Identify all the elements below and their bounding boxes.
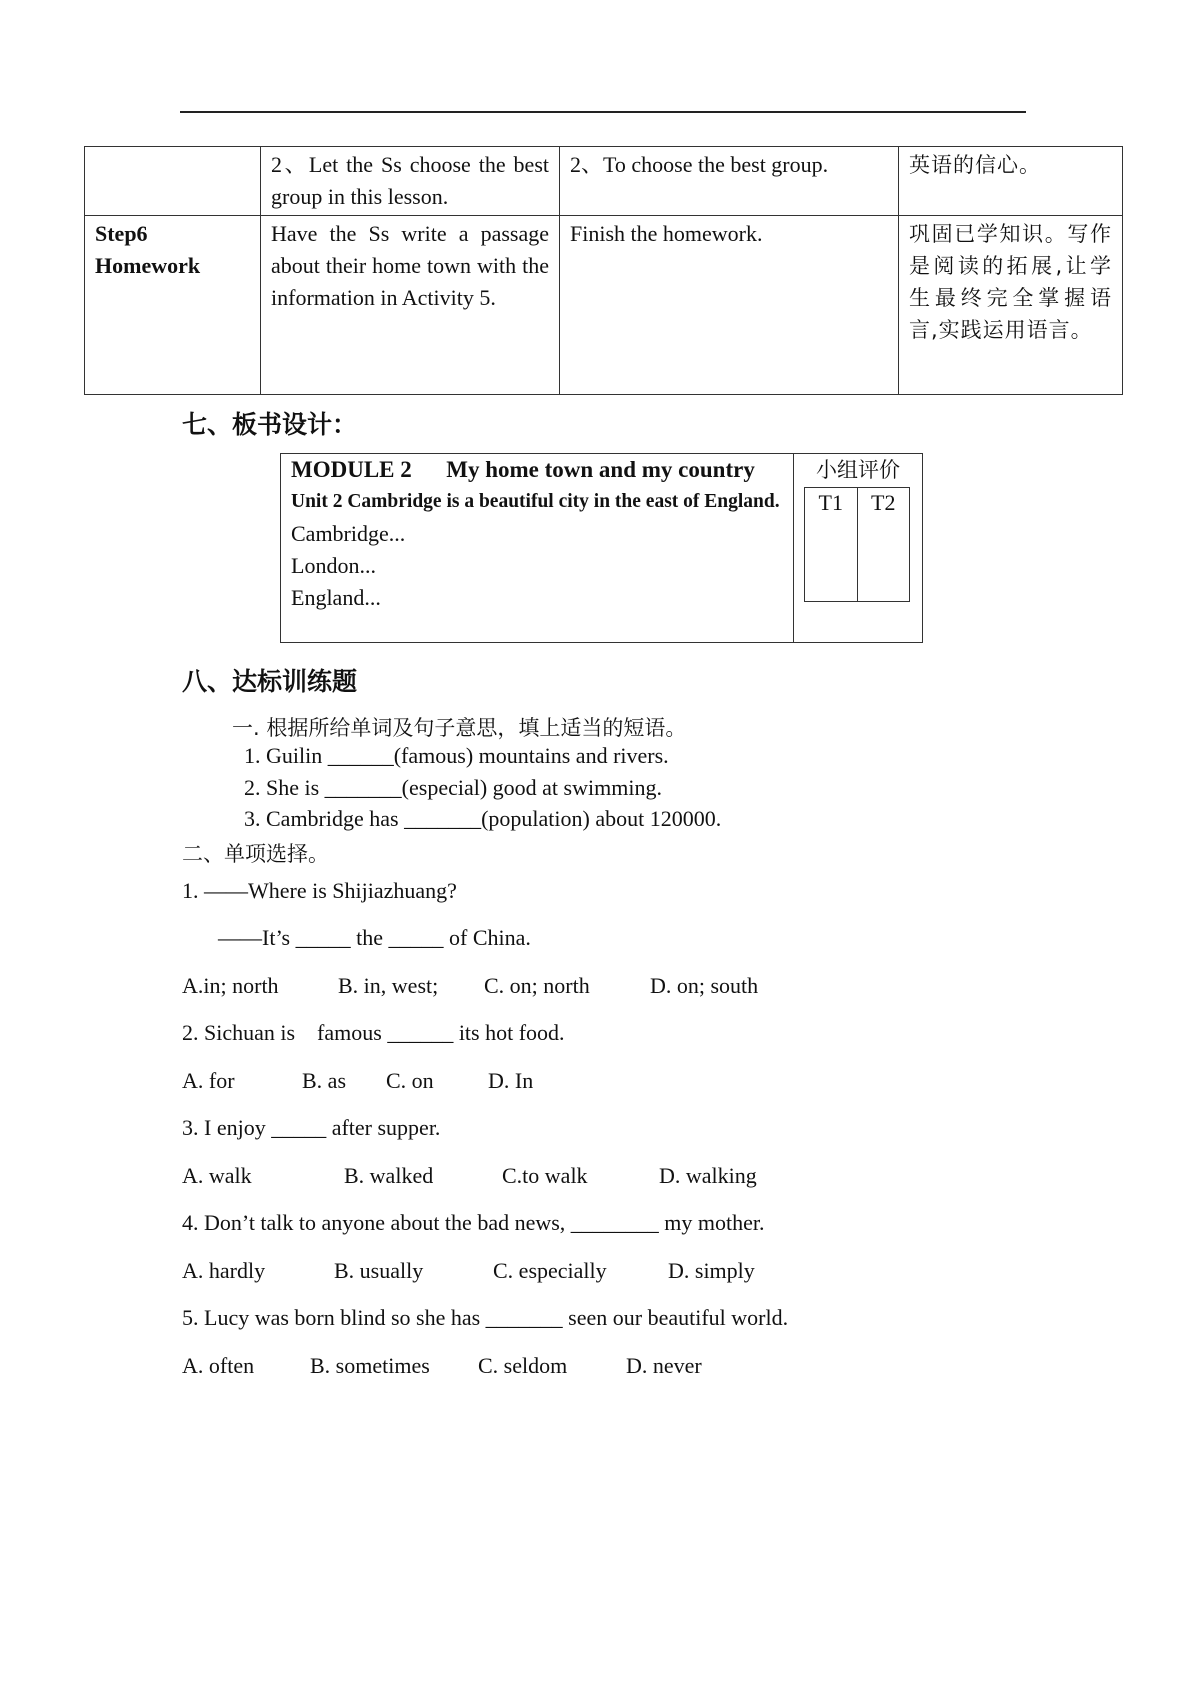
option: D. In	[488, 1068, 534, 1093]
option: A. often	[182, 1353, 255, 1378]
option: C. on; north	[484, 973, 590, 998]
question-stem: ——It’s _____ the _____ of China.	[218, 925, 531, 950]
option: B. usually	[334, 1258, 424, 1283]
option: B. walked	[344, 1163, 434, 1188]
teacher-activity-cell: Have the Ss write a passage about their home town with the information in Activity 5.	[261, 216, 560, 395]
part1-title: 一. 根据所给单词及句子意思，填上适当的短语。	[232, 716, 687, 740]
fill-in-item: 2. She is _______(especial) good at swimming.	[244, 775, 662, 800]
option: D. on; south	[650, 973, 759, 998]
question-stem: 2. Sichuan is famous ______ its hot food.	[182, 1020, 565, 1045]
fill-in-item: 1. Guilin ______(famous) mountains and rivers.	[244, 743, 669, 768]
fill-in-item: 3. Cambridge has _______(population) about 120000.	[244, 806, 722, 831]
option: C.to walk	[502, 1163, 588, 1188]
question-stem: 5. Lucy was born blind so she has _______ seen our beautiful world.	[182, 1305, 789, 1330]
table-row	[85, 147, 1123, 216]
option: D. walking	[659, 1163, 757, 1188]
board-design-box	[280, 453, 923, 643]
evaluation-grid	[804, 487, 910, 602]
purpose-cell: 英语的信心。	[899, 147, 1123, 216]
header-rule	[180, 111, 1026, 113]
eval-column-t2: T2	[857, 488, 910, 601]
option: D. never	[626, 1353, 702, 1378]
board-item: England...	[291, 585, 381, 610]
question-stem: 1. ——Where is Shijiazhuang?	[182, 878, 457, 903]
option: B. as	[302, 1068, 346, 1093]
option: A. hardly	[182, 1258, 266, 1283]
part2-title: 二、单项选择。	[182, 842, 329, 866]
option: B. sometimes	[310, 1353, 430, 1378]
board-design-heading: 七、板书设计：	[182, 410, 358, 439]
question-stem: 4. Don’t talk to anyone about the bad news, ________ my mother.	[182, 1210, 765, 1235]
question-stem: 3. I enjoy _____ after supper.	[182, 1115, 441, 1140]
lesson-plan-table	[84, 146, 1123, 395]
step-title: Homework	[95, 253, 201, 278]
teacher-activity-cell: 2、Let the Ss choose the best group in this lesson.	[261, 147, 560, 216]
step-number: Step6	[95, 221, 148, 246]
student-activity-cell: 2、To choose the best group.	[560, 147, 899, 216]
eval-column-t1: T1	[818, 490, 843, 515]
option: A.in; north	[182, 973, 279, 998]
option: D. simply	[668, 1258, 755, 1283]
group-evaluation-title: 小组评价	[816, 458, 900, 482]
board-item: Cambridge...	[291, 521, 406, 546]
option: A. walk	[182, 1163, 252, 1188]
student-activity-cell: Finish the homework.	[560, 216, 899, 395]
step-cell	[85, 216, 261, 395]
option: A. for	[182, 1068, 235, 1093]
group-evaluation	[794, 454, 922, 642]
unit-title: Unit 2 Cambridge is a beautiful city in the east of England.	[291, 491, 780, 512]
board-content	[281, 454, 794, 642]
table-row	[85, 216, 1123, 395]
module-title: MODULE 2 My home town and my country	[291, 457, 755, 482]
step-cell	[85, 147, 261, 216]
exercises-heading: 八、达标训练题	[182, 667, 358, 696]
board-item: London...	[291, 553, 376, 578]
option: C. especially	[493, 1258, 607, 1283]
option: C. seldom	[478, 1353, 568, 1378]
option: C. on	[386, 1068, 434, 1093]
purpose-cell: 巩固已学知识。写作是阅读的拓展,让学生最终完全掌握语言,实践运用语言。	[899, 216, 1123, 395]
option: B. in, west;	[338, 973, 439, 998]
